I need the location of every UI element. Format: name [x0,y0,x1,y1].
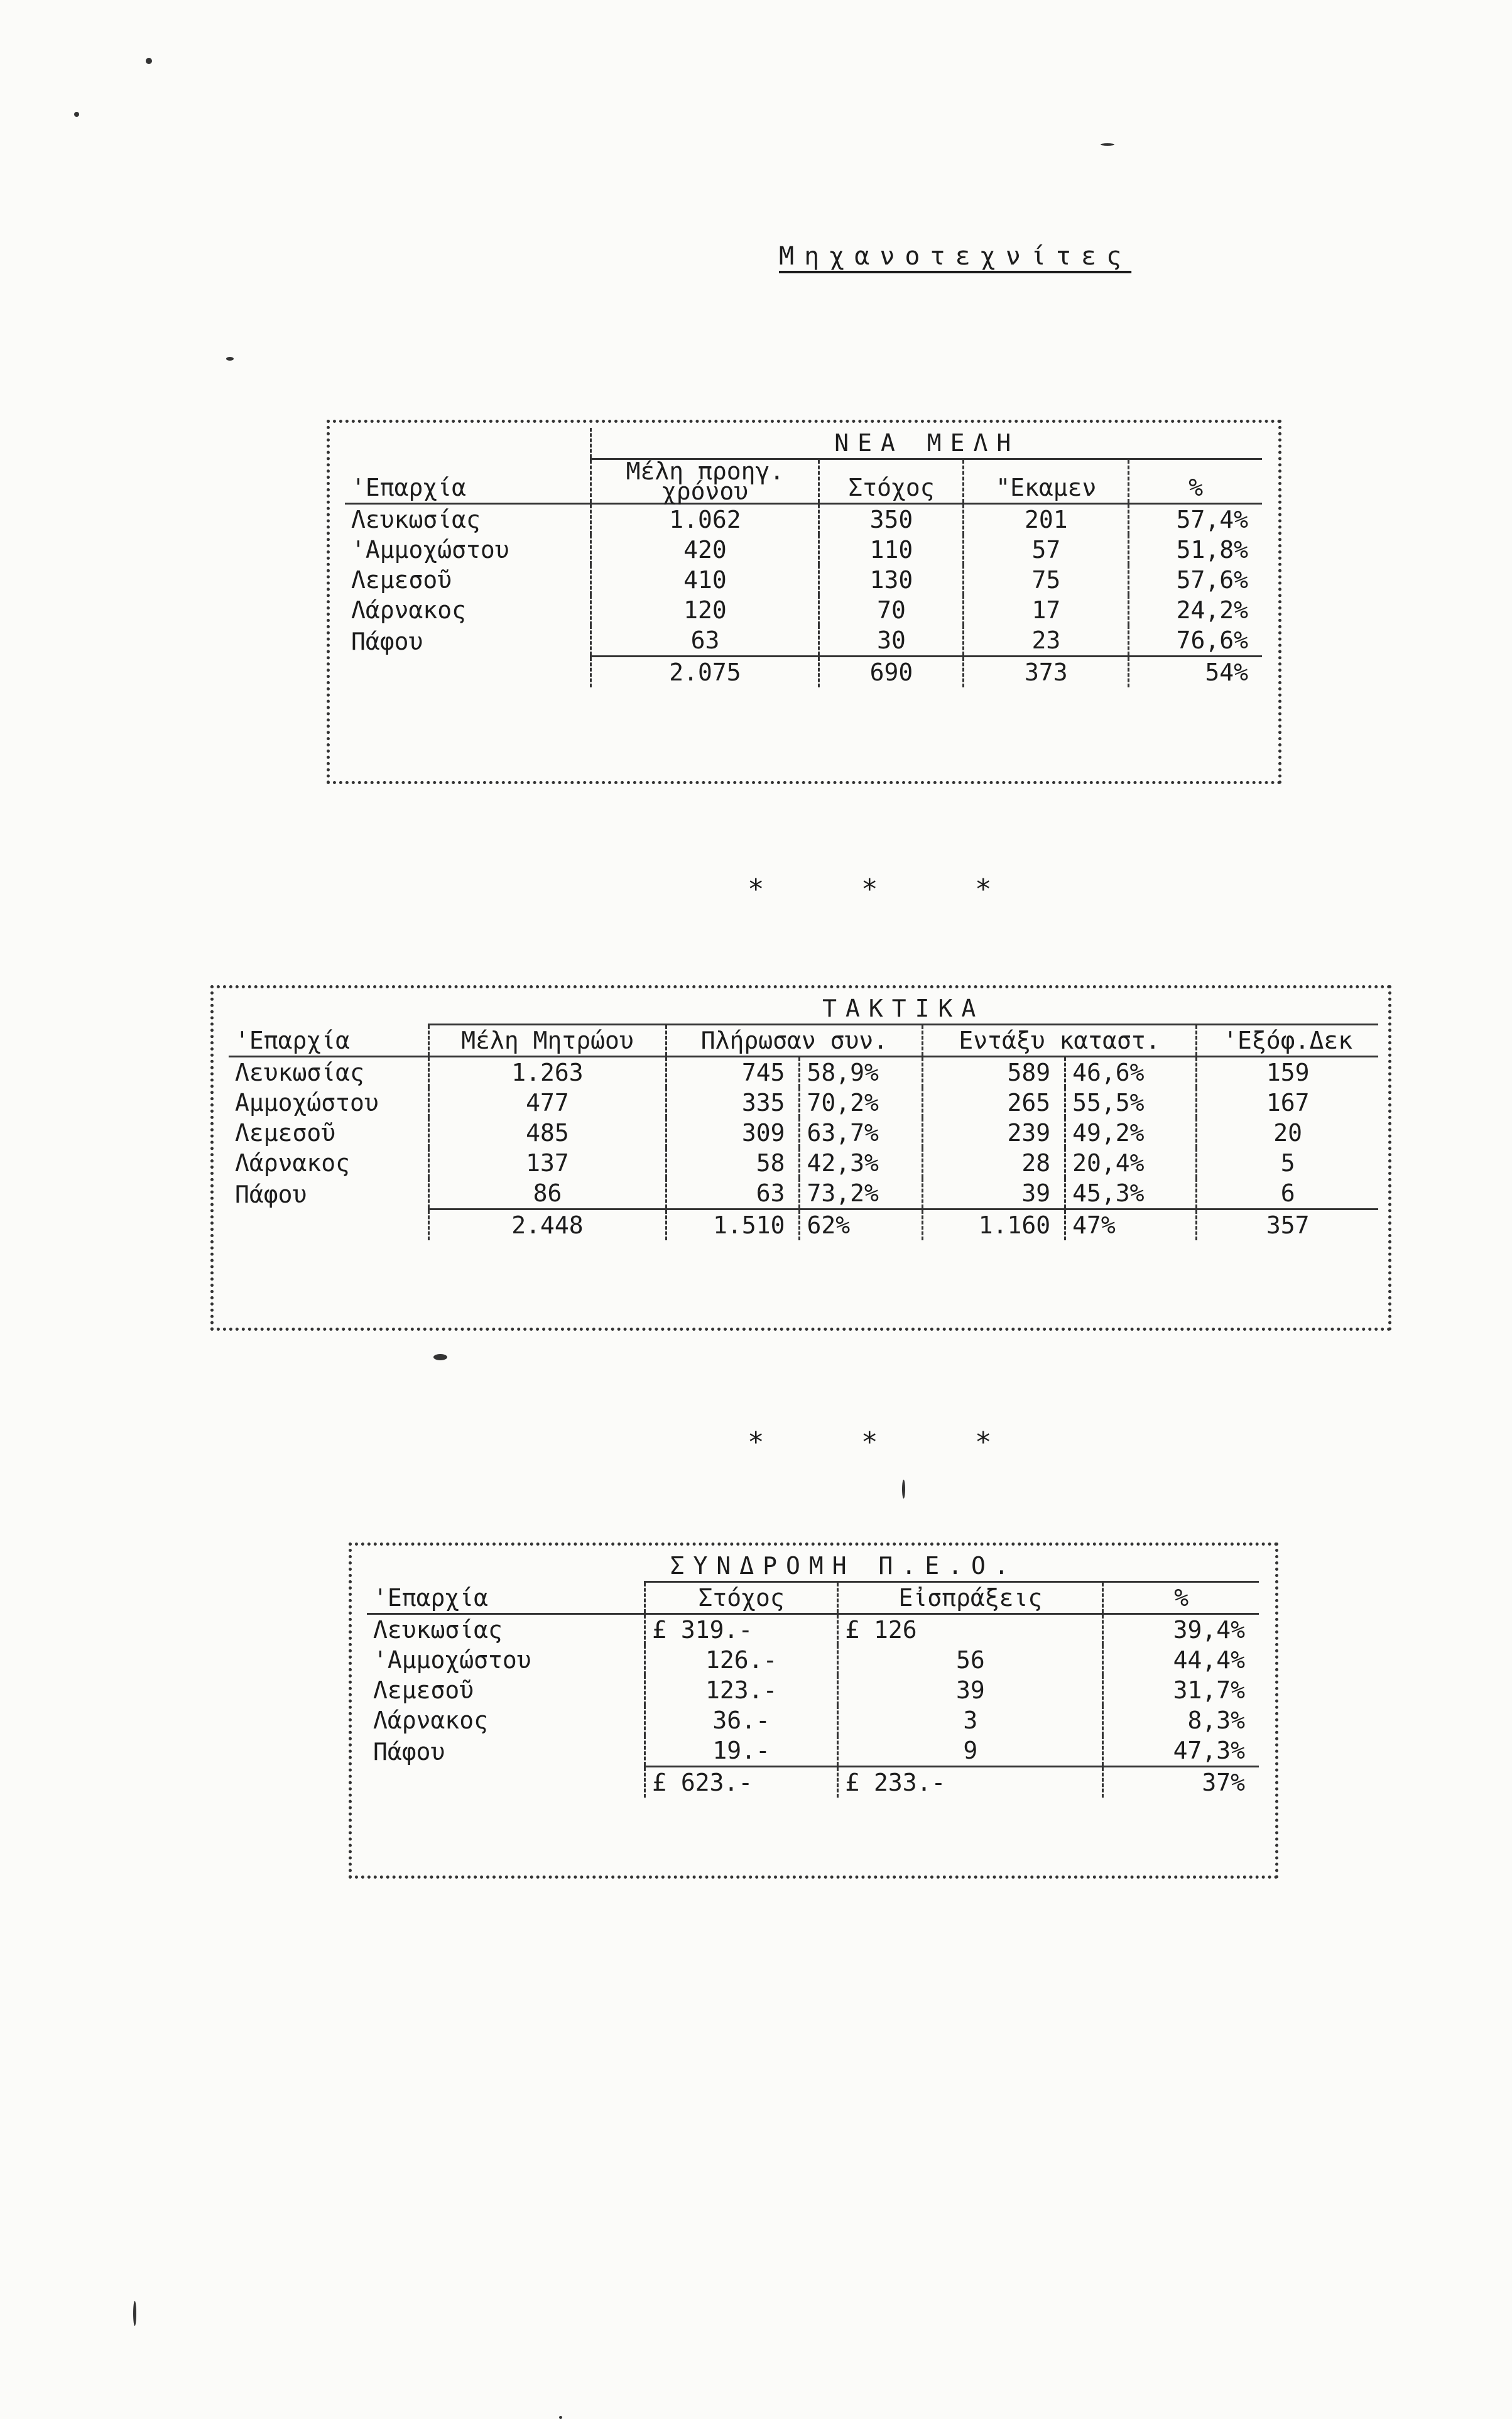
value-cell: 20,4% [1065,1148,1197,1178]
totals-row [367,1767,1259,1798]
column-header: Εντάξυ καταστ. [922,1025,1197,1057]
table-row [229,1178,1378,1210]
table-row [345,625,1262,657]
table-header-row [367,1582,1259,1614]
scan-speck [1101,143,1114,146]
value-cell: 58 [666,1148,800,1178]
value-cell: 8,3% [1103,1705,1259,1735]
table-row [229,1118,1378,1148]
value-cell: 201 [964,504,1129,535]
column-header: Στόχος [819,459,964,504]
value-cell: 9 [838,1735,1103,1767]
scan-speck [559,2416,562,2419]
column-header: Πλήρωσαν συν. [666,1025,922,1057]
column-header: % [1129,459,1262,504]
table-row [229,1088,1378,1118]
region-cell: Λευκωσίας [373,1616,503,1644]
column-header: "Εκαμεν [964,459,1129,504]
value-cell: 56 [838,1645,1103,1675]
table-row [229,1057,1378,1088]
table-row [345,535,1262,565]
value-cell: 745 [666,1057,800,1088]
total-cell: 690 [819,657,964,688]
value-cell: 57,6% [1129,565,1262,595]
value-cell: 44,4% [1103,1645,1259,1675]
column-header: % [1103,1582,1259,1614]
value-cell: 485 [428,1118,666,1148]
total-cell: £ 233.- [838,1767,1103,1798]
region-cell: Λευκωσίας [351,506,481,533]
value-cell: 63 [591,625,819,657]
table-caption: ΣΥΝΔΡΟΜΗ Π.Ε.Ο. [645,1551,1259,1582]
region-cell: Λεμεσοῦ [373,1676,474,1704]
value-cell: 477 [428,1088,666,1118]
page-title: Μηχανοτεχνίτες [779,242,1132,271]
total-cell: 37% [1103,1767,1259,1798]
scan-speck [74,112,79,117]
value-cell: 19.- [645,1735,838,1767]
region-cell: Λευκωσίας [235,1059,364,1086]
scan-speck [226,357,234,361]
value-cell: 55,5% [1065,1088,1197,1118]
region-cell: Πάφου [373,1737,445,1766]
value-cell: 47,3% [1103,1735,1259,1767]
total-cell: £ 623.- [645,1767,838,1798]
value-cell: 159 [1197,1057,1378,1088]
value-cell: 86 [428,1178,666,1210]
total-cell: 2.448 [428,1210,666,1241]
new-members-table [345,428,1262,687]
table-row [367,1675,1259,1705]
table-row [345,595,1262,625]
value-cell: 63 [666,1178,800,1210]
total-cell: 373 [964,657,1129,688]
region-cell: Λάρνακος [373,1706,489,1734]
scan-speck [133,2301,136,2326]
totals-label-cell [345,657,591,688]
value-cell: 335 [666,1088,800,1118]
region-cell: Λάρνακος [235,1149,351,1177]
value-cell: 589 [922,1057,1065,1088]
totals-row [345,657,1262,688]
value-cell: 20 [1197,1118,1378,1148]
column-header: 'Επαρχία [367,1582,645,1614]
value-cell: 30 [819,625,964,657]
total-cell: 357 [1197,1210,1378,1241]
table-caption: ΝΕΑ ΜΕΛΗ [591,428,1262,459]
table-row [367,1735,1259,1767]
scan-speck [433,1354,447,1360]
table-row [367,1614,1259,1646]
table-header-row [345,459,1262,504]
column-header: Εἰσπράξεις [838,1582,1103,1614]
value-cell: 120 [591,595,819,625]
region-cell: Πάφου [351,627,423,655]
value-cell: 31,7% [1103,1675,1259,1705]
value-cell: 73,2% [800,1178,922,1210]
region-cell: Αμμοχώστου [235,1089,379,1117]
table-row [345,565,1262,595]
value-cell: 58,9% [800,1057,922,1088]
value-cell: 17 [964,595,1129,625]
total-cell: 47% [1065,1210,1197,1241]
value-cell: 410 [591,565,819,595]
value-cell: 45,3% [1065,1178,1197,1210]
value-cell: 63,7% [800,1118,922,1148]
value-cell: 75 [964,565,1129,595]
value-cell: 137 [428,1148,666,1178]
value-cell: 70,2% [800,1088,922,1118]
value-cell: 3 [838,1705,1103,1735]
table-row [367,1645,1259,1675]
value-cell: 110 [819,535,964,565]
subscription-table [367,1551,1259,1798]
value-cell: £ 319.- [645,1614,838,1646]
value-cell: 49,2% [1065,1118,1197,1148]
value-cell: 39 [922,1178,1065,1210]
total-cell: 1.510 [666,1210,800,1241]
value-cell: £ 126 [838,1614,1103,1646]
total-cell: 54% [1129,657,1262,688]
table-caption: ΤΑΚΤΙΚΑ [428,993,1378,1025]
value-cell: 28 [922,1148,1065,1178]
region-cell: Λάρνακος [351,596,467,624]
region-cell: Λεμεσοῦ [351,566,452,594]
regular-members-table-frame [210,985,1391,1331]
value-cell: 46,6% [1065,1057,1197,1088]
value-cell: 350 [819,504,964,535]
totals-label-cell [367,1767,645,1798]
value-cell: 123.- [645,1675,838,1705]
value-cell: 420 [591,535,819,565]
value-cell: 70 [819,595,964,625]
value-cell: 76,6% [1129,625,1262,657]
region-cell: Πάφου [235,1180,307,1208]
region-cell: 'Αμμοχώστου [351,536,509,564]
value-cell: 57,4% [1129,504,1262,535]
value-cell: 57 [964,535,1129,565]
total-cell: 1.160 [922,1210,1065,1241]
value-cell: 51,8% [1129,535,1262,565]
column-header: Μέλη Μητρώου [428,1025,666,1057]
column-header: 'Εξόφ.Δεκ [1197,1025,1378,1057]
value-cell: 126.- [645,1645,838,1675]
subscription-table-frame [349,1543,1278,1879]
totals-row [229,1210,1378,1241]
value-cell: 39 [838,1675,1103,1705]
value-cell: 6 [1197,1178,1378,1210]
scan-speck [146,58,152,64]
totals-label-cell [229,1210,428,1241]
value-cell: 130 [819,565,964,595]
value-cell: 239 [922,1118,1065,1148]
column-header: 'Επαρχία [345,459,591,504]
total-cell: 62% [800,1210,922,1241]
value-cell: 39,4% [1103,1614,1259,1646]
total-cell: 2.075 [591,657,819,688]
value-cell: 24,2% [1129,595,1262,625]
value-cell: 265 [922,1088,1065,1118]
section-separator: * * * [748,873,1032,905]
value-cell: 167 [1197,1088,1378,1118]
value-cell: 5 [1197,1148,1378,1178]
section-separator: * * * [748,1426,1032,1458]
column-header: Στόχος [645,1582,838,1614]
new-members-table-frame [327,420,1281,784]
scan-speck [902,1480,905,1499]
column-header: Μέλη προηγ. χρόνου [591,459,819,504]
region-cell: 'Αμμοχώστου [373,1646,531,1674]
region-cell: Λεμεσοῦ [235,1119,336,1147]
value-cell: 1.263 [428,1057,666,1088]
table-row [229,1148,1378,1178]
table-row [367,1705,1259,1735]
value-cell: 23 [964,625,1129,657]
column-header: 'Επαρχία [229,1025,428,1057]
value-cell: 1.062 [591,504,819,535]
table-header-row [229,1025,1378,1057]
regular-members-table [229,993,1378,1240]
value-cell: 309 [666,1118,800,1148]
table-row [345,504,1262,535]
value-cell: 42,3% [800,1148,922,1178]
value-cell: 36.- [645,1705,838,1735]
